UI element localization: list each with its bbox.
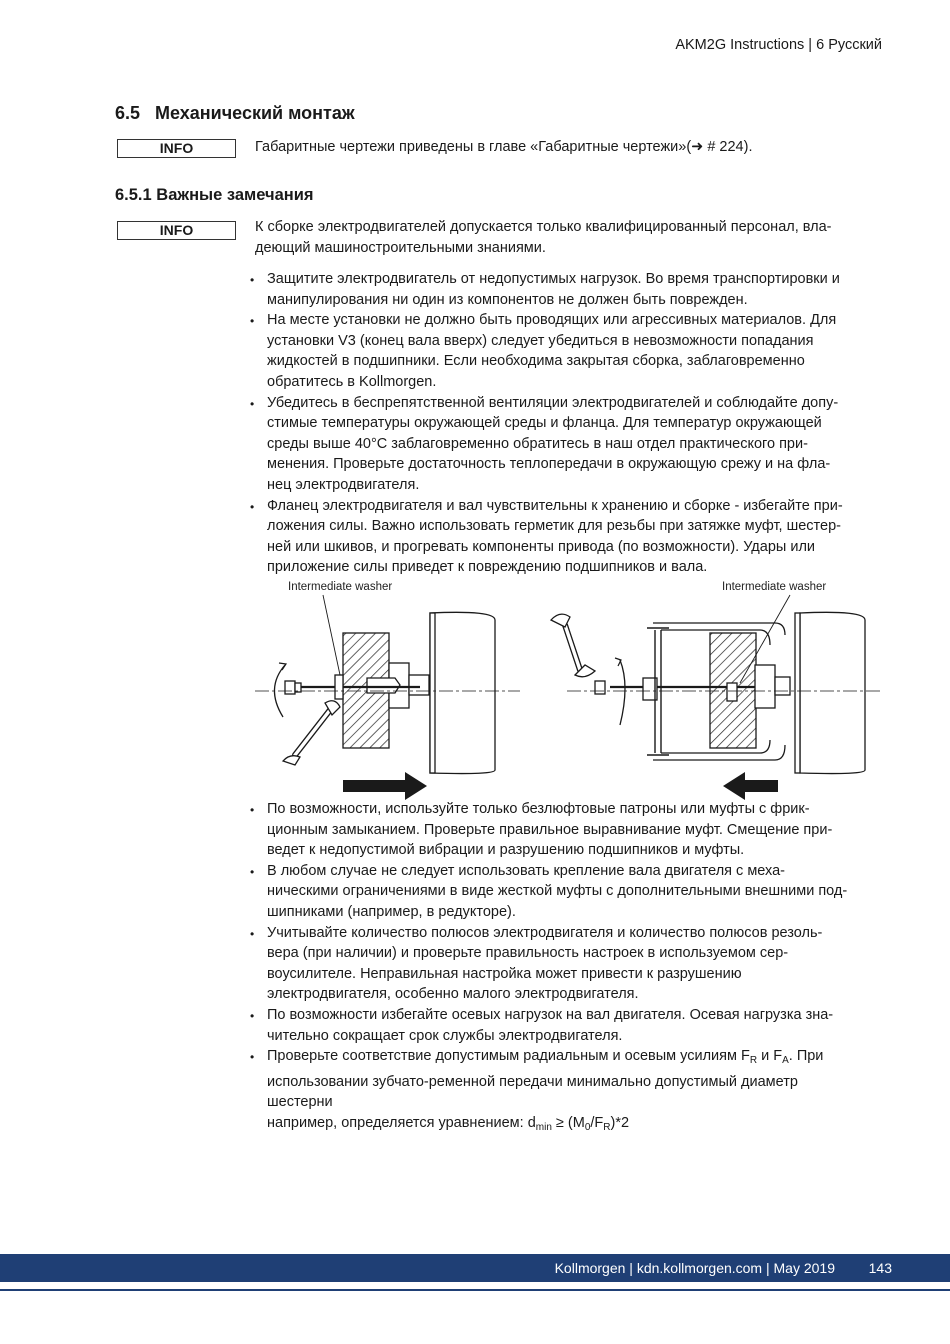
footer-bar	[0, 1254, 950, 1282]
text-part: Проверьте соответствие допустимым радиальным и осевым усилиям F	[267, 1048, 750, 1065]
text-line: чительно сокращает срок службы электродвигателя.	[267, 1027, 623, 1044]
subscript: A	[782, 1055, 789, 1067]
text-line: приложение силы приведет к повреждению подшипников и вала.	[267, 559, 708, 576]
subsection-heading: 6.5.1 Важные замечания	[115, 186, 314, 204]
text-line: среды выше 40°C заблаговременно обратитесь в наш отдел практического при-	[267, 435, 808, 452]
text-line: ведет к недопустимой вибрации и разрушению подшипников и муфты.	[267, 842, 745, 859]
text-line: установки V3 (конец вала вверх) следует убедиться в невозможности попадания	[267, 332, 814, 349]
text-line: • По возможности, используйте только безлюфтовые патроны или муфты с фрик-	[267, 801, 810, 817]
page-header: AKM2G Instructions | 6 Русский	[675, 37, 882, 53]
text-line: вера (при наличии) и проверьте правильность настроек в используемом сер-	[267, 945, 789, 962]
text-line: ней или шкивов, и прогревать компоненты привода (по возможности). Удары или	[267, 538, 816, 555]
mounting-diagram	[255, 575, 895, 800]
text-line: • На месте установки не должно быть проводящих или агрессивных материалов. Для	[267, 312, 837, 329]
text-line: • Учитывайте количество полюсов электродвигателя и количество полюсов резоль-	[267, 924, 823, 941]
subscript: R	[749, 1055, 758, 1067]
right-assembly	[551, 595, 883, 800]
text-line: электродвигателя, особенно малого электродвигателя.	[267, 986, 639, 1003]
subscript: R	[603, 1121, 611, 1133]
text-line: шипниками (например, в редукторе).	[267, 903, 516, 920]
text-line: жидкостей в подшипники. Если необходима закрытая сборка, заблаговременно	[267, 353, 805, 370]
section-heading	[115, 103, 355, 124]
text-line: стимые температуры окружающей среды и фланца. Для температур окружающей	[267, 415, 822, 432]
subscript: min	[535, 1121, 552, 1133]
list-item	[250, 1046, 895, 1138]
text-line: нец электродвигателя.	[267, 476, 420, 493]
text-line: К сборке электродвигателей допускается только квалифицированный персонал, вла-	[255, 219, 832, 235]
bullet-list-b	[250, 799, 895, 1139]
text-line: • В любом случае не следует использовать крепление вала двигателя с меха-	[267, 862, 786, 879]
text-line: манипулирования ни один из компонентов не должен быть поврежден.	[267, 291, 748, 308]
section-title: Механический монтаж	[155, 103, 355, 123]
info-text-2	[255, 217, 895, 258]
text-line: деющий машиностроительными знаниями.	[255, 239, 546, 256]
info-text-1: Габаритные чертежи приведены в главе «Габаритные чертежи»(➜ # 224).	[255, 139, 753, 155]
info-label-1: INFO	[117, 139, 236, 158]
text-line: обратитесь в Kollmorgen.	[267, 373, 437, 390]
list-item	[250, 799, 895, 861]
text-line: • Убедитесь в беспрепятственной вентиляции электродвигателей и соблюдайте допу-	[267, 394, 839, 411]
list-item	[250, 923, 895, 1005]
footer-rule	[0, 1289, 950, 1291]
list-item	[250, 496, 895, 578]
text-line: ложения силы. Важно использовать герметик для резьбы при затяжке муфт, шестер-	[267, 518, 841, 535]
label-intermediate-washer-left: Intermediate washer	[288, 581, 393, 593]
text-line: менения. Проверьте достаточность теплопередачи в окружающую срежу и на фла-	[267, 456, 831, 473]
list-item	[250, 1005, 895, 1046]
info-label-2: INFO	[117, 221, 236, 240]
label-intermediate-washer-right: Intermediate washer	[722, 581, 827, 593]
text-part: и F	[757, 1048, 783, 1065]
text-part: )*2	[610, 1114, 630, 1131]
text-line: использовании зубчато-ременной передачи минимально допустимый диаметр	[267, 1073, 798, 1090]
text-line: ционным замыканием. Проверьте правильное выравнивание муфт. Смещение при-	[267, 821, 833, 838]
list-item	[250, 269, 895, 310]
text-line: • Фланец электродвигателя и вал чувствительны к хранению и сборке - избегайте при-	[267, 497, 843, 514]
section-number: 6.5	[115, 103, 141, 123]
text-line: • Защитите электродвигатель от недопустимых нагрузок. Во время транспортировки и	[267, 271, 840, 287]
list-item	[250, 393, 895, 496]
text-part: ≥ (M	[551, 1114, 585, 1131]
formula-line	[267, 1113, 895, 1139]
page-number: 143	[868, 1260, 892, 1276]
text-part: . При	[788, 1048, 824, 1065]
list-item	[250, 861, 895, 923]
text-line: шестерни	[267, 1094, 333, 1111]
left-assembly	[255, 595, 520, 800]
list-item	[250, 310, 895, 392]
text-part: например, определяется уравнением: d	[267, 1114, 536, 1131]
text-line	[267, 1046, 895, 1072]
text-line: • По возможности избегайте осевых нагрузок на вал двигателя. Осевая нагрузка зна-	[267, 1006, 834, 1023]
footer-text: Kollmorgen | kdn.kollmorgen.com | May 2019	[554, 1260, 835, 1276]
text-line: воусилителе. Неправильная настройка может привести к разрушению	[267, 965, 742, 982]
text-line: ническими ограничениями в виде жесткой муфты с дополнительными внешними под-	[267, 883, 848, 900]
bullet-list-a	[250, 269, 895, 578]
subscript: 0	[584, 1121, 591, 1133]
text-part: /F	[590, 1114, 604, 1131]
